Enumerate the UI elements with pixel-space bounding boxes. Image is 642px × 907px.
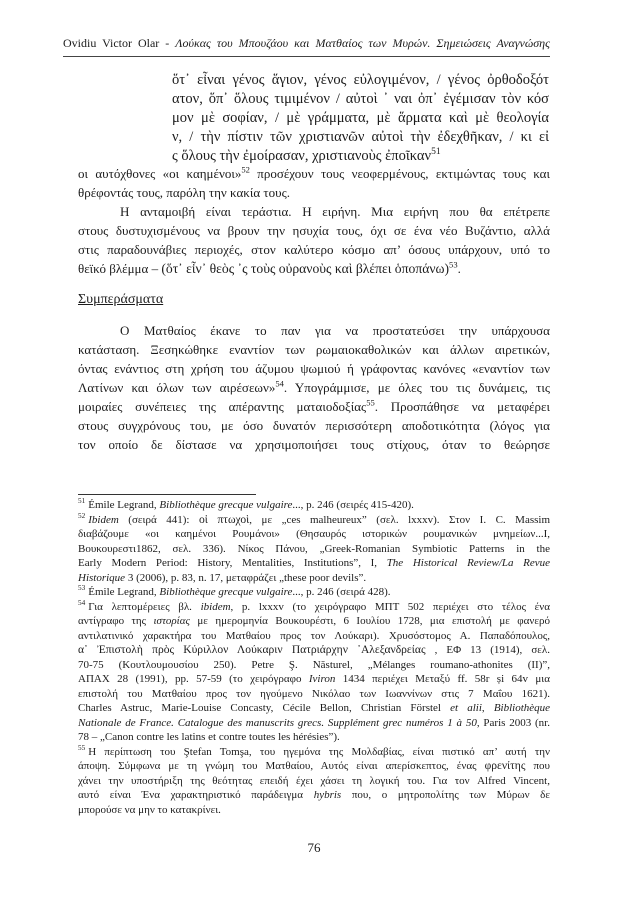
verse-line: [172, 128, 549, 147]
footnote-line: [78, 498, 550, 513]
footnote-line: [78, 542, 550, 557]
text-run: αντιλατινικό χαρακτήρα του Ματθαίου προς τον Λούκαρι). Χρυσόστομος Α. Παπαδόπουλος,: [78, 629, 550, 642]
footnote-number: 52: [78, 511, 86, 520]
text-run: 3 (2006), p. 83, n. 17, μεταφράζει „these poor devils”.: [125, 571, 367, 584]
verse-quotation: [172, 71, 549, 166]
body-line: [78, 164, 550, 183]
text-run: όντας ενάντιος στη χρήση του άζυμου ψωμιού ή γράφοντας κανόνες «εναντίον των: [78, 361, 550, 376]
footnote-line: [78, 629, 550, 644]
text-run: 70-75 (Κουτλουμουσίου 250). Petre Ş. Năsturel, „Mélanges roumano-athonites (II)”,: [78, 658, 550, 671]
running-header: [63, 35, 550, 51]
italic-text: Historique: [78, 571, 126, 584]
footnote-line: [78, 614, 550, 629]
note-reference: 54: [275, 378, 284, 389]
footnote-line: [78, 643, 550, 658]
text-run: ατον, ὅπ᾽ ὅλους τιμιμένον / αὐτοὶ ᾽ ναι ὀπ᾽ ἐγέμισαν τὸν κόσ: [172, 91, 549, 107]
text-run: Émile Legrand,: [88, 586, 160, 598]
text-run: Charles Astruc, Marie-Louise Concasty, Cécile Bellon, Christian Förstel: [78, 702, 451, 714]
italic-text: hybris: [313, 789, 342, 801]
footnote-line: [78, 774, 550, 789]
polytonic-greek-text: (ὅτ᾽ εἶν᾽ θεὸς ᾽ς τοὺς οὐρανοὺς καὶ βλέπει ὁποπάνω): [161, 261, 450, 276]
text-run: Η ανταμοιβή είναι τεράστια. Η ειρήνη. Μια ειρήνη που θα επέτρεπε: [120, 204, 550, 219]
verse-line: [172, 90, 549, 109]
header-author: Ovidiu Victor Olar -: [63, 36, 176, 50]
text-run: , Paris 2003 (nr.: [476, 716, 550, 729]
footnote-line: [78, 788, 550, 803]
polytonic-greek-text: α᾽ Ἐπιστολὴ πρὸς Κύριλλον Λούκαριν Πατριάρχην ᾽Αλεξανδρείας: [78, 644, 426, 656]
italic-text: et alii: [450, 702, 482, 714]
text-run: θεϊκό βλέμμα –: [78, 261, 162, 276]
text-run: Λατίνων και όλων των αιρέσεων»: [78, 380, 276, 395]
footnote-line: [78, 556, 550, 571]
text-run: στους συγχρόνους του, με όσο δυνατόν περισσότερη αποδοτικότητα (λόγος για: [78, 418, 550, 433]
text-run: που: [525, 760, 550, 772]
italic-text: Ibidem: [88, 513, 119, 526]
text-run: θρέφοντάς τους, παρόλη την κακία τους.: [78, 185, 290, 200]
text-run: άποψη. Σύμφωνα με τη γνώμη του Ματθαίου, Αυτός είναι απερίσκεπτος, ένας: [78, 760, 485, 772]
text-run: αντίγραφο της: [78, 615, 154, 627]
footnote-53: [78, 585, 550, 600]
footnote-line: [78, 585, 550, 600]
footnote-52: [78, 513, 550, 586]
italic-text: ιστορίας: [153, 615, 190, 627]
italic-text: Bibliothèque grecque vulgaire: [159, 499, 293, 511]
text-run: που, ο μητροπολίτης των Μύρων δε: [341, 789, 550, 801]
text-run: μον μὲ σοφίαν, / μὲ γράμματα, μὲ ἅρματα καὶ μὲ θεολογία: [172, 110, 549, 126]
text-run: , p. lxxxv (το χειρόγραφο ΜΠΤ 502 περιέχει στο τέλος ένα: [230, 600, 550, 613]
footnote-number: 51: [78, 497, 86, 506]
footnote-51: [78, 498, 550, 513]
footnote-line: [78, 687, 550, 702]
body-line: [78, 321, 550, 340]
text-run: με ημερομηνία Βουκουρέστι, 6 Ιουλίου 1728, μια επιστολή με φανερό: [189, 615, 550, 627]
text-run: . Προσπάθησε να μεταφέρει: [374, 399, 550, 414]
text-run: διαβάζουμε «οι καημένοι Ρουμάνοι» (Θησαυρός ιστορικών ρουμανικών μνημείων...I,: [78, 528, 550, 540]
header-rule: [63, 56, 550, 57]
body-line: [78, 378, 550, 397]
footnote-line: [78, 600, 550, 615]
body-line: [78, 416, 550, 435]
section-heading: Συμπεράσματα: [78, 292, 164, 307]
footnote-line: [78, 672, 550, 687]
footnote-rule: [78, 494, 256, 495]
footnote-line: [78, 527, 550, 542]
text-run: επιστολή του Ματθαίου προς τον ηγούμενο Νικόλαο των Ιωαννίνων στις 7 Μαΐου 1621).: [78, 687, 550, 700]
footnotes: [78, 498, 550, 817]
text-run: (σειρά 441):: [118, 513, 199, 526]
paragraph: [78, 321, 550, 454]
body-line: [78, 340, 550, 359]
polytonic-greek-text: οἱ πτωχοὶ: [198, 513, 250, 526]
text-run: ν, / τὴν πίστιν τῶν χριστιανῶν αὐτοὶ τὴν ἐδεχθῆκαν, / κι εἰ: [172, 129, 549, 145]
footnote-54: [78, 600, 550, 745]
paragraph: [78, 202, 550, 278]
italic-text: Bibliothèque grecque vulgaire: [159, 586, 293, 598]
text-run: , με „ces malheureux” (σελ. lxxxv). Στον I. C. Massim: [249, 513, 550, 526]
body-line: [78, 435, 550, 454]
text-run: ..., p. 246 (σειρά 428).: [292, 586, 391, 598]
text-run: τον οποίο δε δίστασε να χρησιμοποιήσει τους στίχους, όταν το θεώρησε: [78, 437, 550, 452]
text-run: Early Modern Period: History, Mentalities, Institutions”, I,: [78, 557, 387, 569]
footnote-line: [78, 759, 550, 774]
body-line: [78, 221, 550, 240]
polytonic-greek-text: φρενίτης: [484, 760, 526, 772]
text-run: , ΕΦ 13 (1914), σελ.: [425, 644, 550, 656]
note-reference: 51: [431, 146, 441, 158]
body-line: [78, 359, 550, 378]
continuation-paragraph: [78, 164, 550, 202]
header-title: Λούκας του Μπουζάου και Ματθαίος των Μυρών. Σημειώσεις Αναγνώσης: [175, 36, 550, 50]
footnote-line: [78, 658, 550, 673]
verse-line: [172, 71, 549, 90]
body-line: [78, 259, 550, 278]
note-reference: 53: [449, 259, 458, 270]
footnote-55: [78, 745, 550, 818]
verse-line: [172, 109, 549, 128]
body-text-top: [78, 164, 550, 278]
text-run: . Υπογράμμισε, με όλες του τις δυνάμεις, τις: [283, 380, 550, 395]
text-run: προσέχουν τους νεοφερμένους, εκτιμώντας τους και: [249, 166, 550, 181]
body-line: [78, 397, 550, 416]
text-run: Βουκουρεστι1862, σελ. 336). Νίκος Πάνου, „Greek-Romanian Symbiotic Patterns in the: [78, 542, 550, 555]
footnote-line: [78, 701, 550, 716]
footnote-number: 54: [78, 598, 86, 607]
italic-text: Iviron: [308, 673, 336, 685]
text-run: στους δυστυχισμένους να βρουν την ησυχία τους, όχι σε ένα νέο Βυζάντιο, αλλά: [78, 223, 550, 238]
italic-text: The Historical Review/La Revue: [386, 557, 550, 569]
footnote-line: [78, 745, 550, 760]
text-run: ..., p. 246 (σειρές 415-420).: [292, 499, 414, 511]
footnote-number: 53: [78, 584, 86, 593]
text-run: κατάσταση. Ξεσηκώθηκε εναντίον των ρωμαιοκαθολικών και άλλων αιρετικών,: [78, 342, 550, 357]
text-run: χάνει την υποστήριξη της θεότητας επειδή έχει χάσει τη λογική του. Για τον Alfred Vincent,: [78, 774, 550, 787]
text-run: οι αυτόχθονες «οι καημένοι»: [78, 166, 242, 181]
text-run: ΑΠΑΧ 28 (1991), pp. 57-59 (το χειρόγραφο: [78, 673, 309, 685]
text-run: 78 – „Canon contre les latins et contre toutes les hérésies”).: [78, 731, 340, 743]
body-line: [78, 202, 550, 221]
italic-text: Bibliothèque: [493, 702, 551, 714]
footnote-line: [78, 730, 550, 745]
body-line: [78, 240, 550, 259]
text-run: μπορούσε να μην το κατακρίνει.: [78, 803, 221, 816]
footnote-line: [78, 513, 550, 528]
text-run: 1434 περιέχει Μεταξύ ff. 58r și 64v μια: [335, 673, 550, 685]
italic-text: ibidem: [200, 600, 231, 613]
footnote-line: [78, 716, 550, 731]
text-run: μοιραίες συνέπειες της απέραντης ματαιοδοξίας: [78, 399, 367, 414]
text-run: Ο Ματθαίος έκανε το παν για να προστατεύσει την υπάρχουσα: [120, 323, 550, 338]
italic-text: Nationale de France. Catalogue des manuscrits grecs. Supplément grec numéros 1 à 50: [78, 716, 477, 729]
text-run: .: [457, 261, 461, 276]
footnote-line: [78, 571, 550, 586]
footnote-number: 55: [78, 743, 86, 752]
text-run: ὅτ᾽ εἶναι γένος ἅγιον, γένος εὐλογιμένον, / γένος ὀρθοδοξότ: [172, 72, 549, 88]
footnote-line: [78, 803, 550, 818]
text-run: ς ὅλους τὴν ἐμοίρασαν, χριστιανοὺς ἐποῖκαν: [172, 148, 432, 164]
page-number: 76: [307, 840, 321, 855]
text-run: ,: [481, 702, 494, 714]
note-reference: 52: [241, 164, 250, 175]
text-run: Για λεπτομέρειες βλ.: [88, 600, 201, 613]
body-line: [78, 183, 550, 202]
text-run: Η περίπτωση του Ştefan Tomşa, του ηγεμόνα της Μολδαβίας, είναι πιστικό απ’ αυτή την: [88, 745, 550, 758]
note-reference: 55: [366, 397, 375, 408]
text-run: στις παραδουνάβιες περιοχές, στον καλύτερο κόσμο απ’ όσους υπάρχουν, υπό το: [78, 242, 550, 257]
text-run: αυτό είναι Ένα χαρακτηριστικό παράδειγμα: [78, 789, 314, 801]
text-run: Émile Legrand,: [88, 499, 160, 511]
